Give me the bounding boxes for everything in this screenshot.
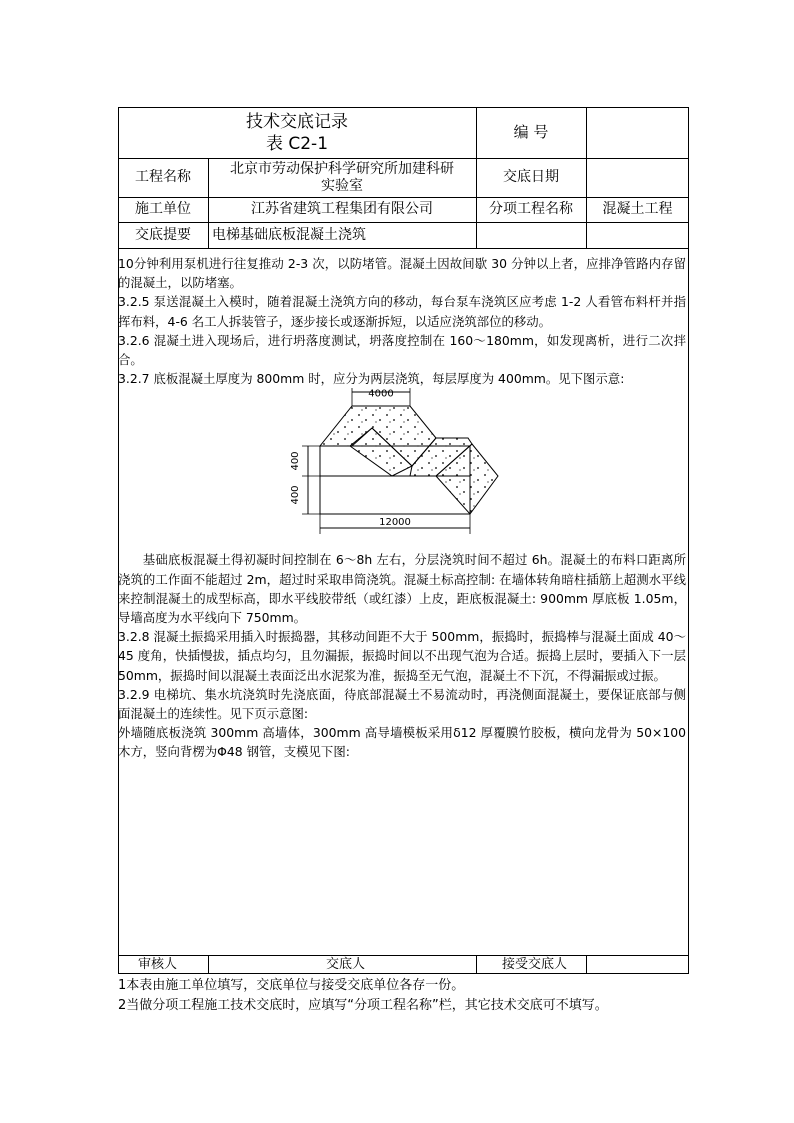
form-title-text: 技术交底记录 [246, 111, 348, 132]
receiver-label: 接受交底人 [502, 957, 568, 972]
dim-left-lower-label: 400 [290, 485, 301, 505]
number-label: 编 号 [513, 123, 549, 141]
form-title [118, 107, 476, 158]
disclosure-content [118, 254, 686, 762]
dim-bottom-label: 12000 [379, 517, 411, 529]
dim-top-label: 4000 [368, 388, 394, 400]
summary-label: 交底提要 [135, 226, 191, 243]
content-paragraph: 3.2.8 混凝土振捣采用插入时振捣器，其移动间距不大于 500mm，振捣时，振捣棒与混凝土面成 40～45 度角，快插慢拔，插点均匀，且勿漏振，振捣时间以不出现气泡为合适。振捣上层时，要插入下一层 50mm，振捣时间以混凝土表面泛出水泥浆为准，振捣至无气泡，混凝土不下沉，不得漏振或过振。 [118, 629, 686, 683]
pouring-layer-diagram [118, 388, 686, 550]
receiver-signature-field[interactable] [588, 956, 688, 973]
col-divider [586, 955, 587, 974]
content-paragraph: 10分钟利用泵机进行往复推动 2-3 次，以防堵管。混凝土因故间歇 30 分钟以上者，应排净管路内存留的混凝土，以防堵塞。 [118, 256, 686, 291]
reviewer-signature-field[interactable] [209, 956, 475, 973]
date-field[interactable] [586, 158, 689, 197]
content-paragraph: 3.2.9 电梯坑、集水坑浇筑时先浇底面，待底部混凝土不易流动时，再浇侧面混凝土，要保证底部与侧面混凝土的连续性。见下页示意图: [118, 686, 686, 722]
layer-diagram-svg [286, 388, 526, 548]
form-subtitle: 表 C2-1 [265, 133, 329, 154]
content-paragraph: 3.2.6 混凝土进入现场后，进行坍落度测试，坍落度控制在 160～180mm，如发现离析，进行二次拌合。 [118, 332, 686, 368]
project-name-field[interactable]: 北京市劳动保护科学研究所加建科研实验室 [230, 160, 454, 194]
subproject-label: 分项工程名称 [489, 201, 573, 217]
constructor-label: 施工单位 [135, 201, 191, 217]
content-paragraph: 3.2.5 泵送混凝土入模时，随着混凝土浇筑方向的移动，每台泵车浇筑区应考虑 1-2 人看管布料杆并指挥布料，4-6 名工人拆装管子，逐步接长或逐渐拆短，以适应浇筑部位的移动。 [118, 294, 686, 329]
summary-field[interactable]: 电梯基础底板混凝土浇筑 [212, 226, 366, 243]
note-item: 1本表由施工单位填写，交底单位与接受交底单位各存一份。 [118, 978, 465, 993]
dim-left-upper-label: 400 [290, 451, 301, 471]
col-divider [476, 955, 477, 974]
content-paragraph: 外墙随底板浇筑 300mm 高墙体，300mm 高导墙模板采用δ12 厚覆膜竹胶板，横向龙骨为 50×100 木方，竖向背楞为Φ48 钢管，支模见下图: [118, 725, 686, 760]
subproject-field[interactable]: 混凝土工程 [602, 201, 673, 217]
form-notes [118, 976, 708, 1016]
row-divider [118, 248, 689, 249]
content-paragraph: 3.2.7 底板混凝土厚度为 800mm 时，应分为两层浇筑，每层厚度为 400mm。见下图示意: [118, 371, 625, 387]
date-label: 交底日期 [503, 169, 559, 185]
note-item: 2当做分项工程施工技术交底时，应填写“分项工程名称”栏，其它技术交底可不填写。 [118, 998, 608, 1013]
reviewer-label: 审核人 [138, 957, 178, 972]
number-field[interactable] [586, 107, 689, 158]
constructor-field[interactable]: 江苏省建筑工程集团有限公司 [251, 201, 433, 217]
content-paragraph: 基础底板混凝土得初凝时间控制在 6～8h 左右，分层浇筑时间不超过 6h。混凝土的布料口距离所浇筑的工作面不能超过 2m，超过时采取串筒浇筑。混凝土标高控制: 在墙体转角暗柱插筋上超测水平线来控制混凝土的成型标高，即水平线胶带纸（或红漆）上皮，距底板混凝土: 900mm 厚底板 1.05m，导墙高度为水平线向下 750mm。 [118, 552, 686, 626]
project-name-label: 工程名称 [135, 169, 191, 185]
discloser-label: 交底人 [326, 957, 366, 972]
